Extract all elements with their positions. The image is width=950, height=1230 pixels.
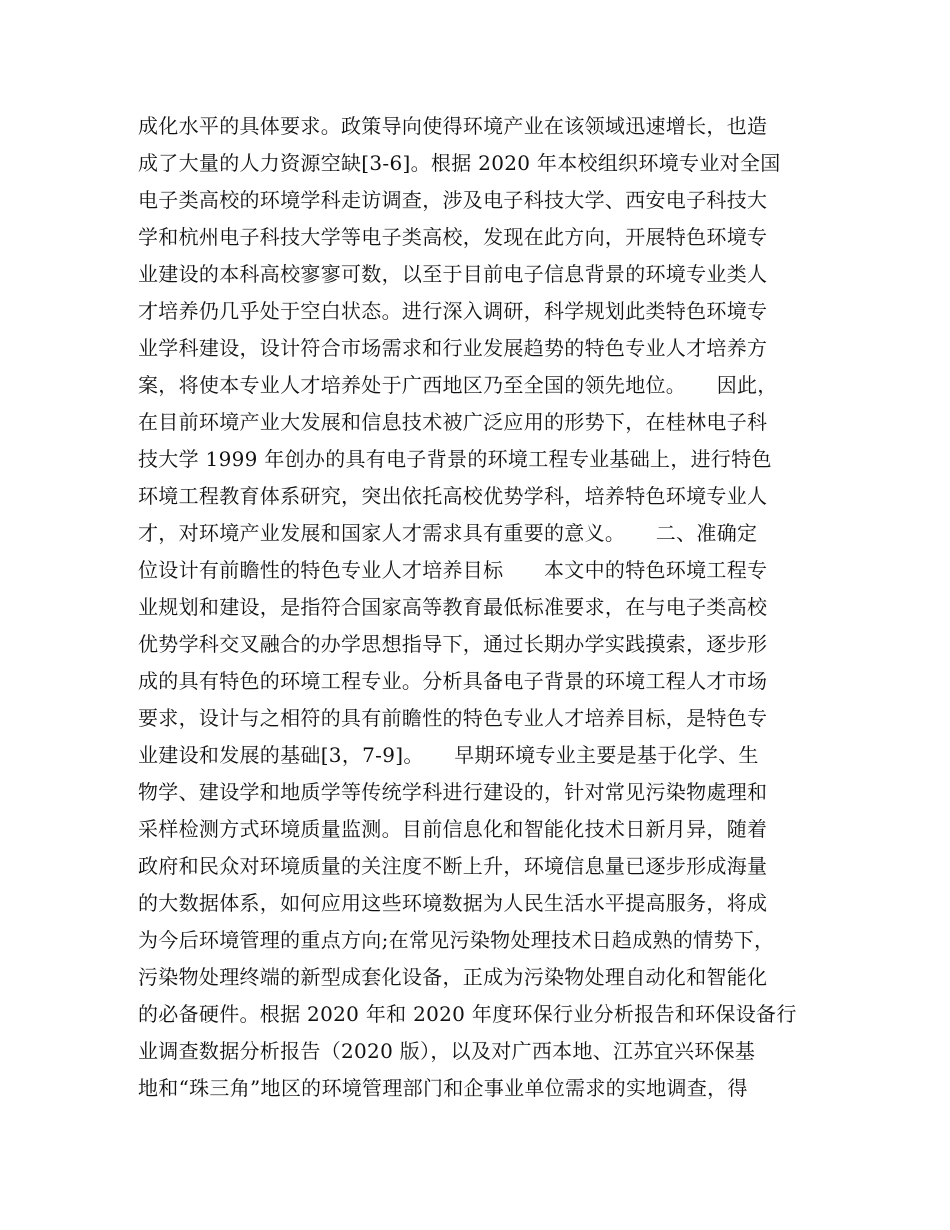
text-line: 成化水平的具体要求。政策导向使得环境产业在该领域迅速增长，也造 — [138, 114, 768, 138]
text-line: 为今后环境管理的重点方向;在常见污染物处理技术日趋成熟的情势下， — [138, 928, 775, 952]
text-line: 物学、建设学和地质学等传统学科进行建设的，针对常见污染物處理和 — [138, 780, 768, 804]
text-line: 要求，设计与之相符的具有前瞻性的特色专业人才培养目标，是特色专 — [138, 706, 768, 730]
text-line: 电子类高校的环境学科走访调查，涉及电子科技大学、西安电子科技大 — [138, 188, 768, 212]
text-line: 技大学 1999 年创办的具有电子背景的环境工程专业基础上，进行特色 — [138, 447, 772, 471]
text-line: 成了大量的人力资源空缺[3-6]。根据 2020 年本校组织环境专业对全国 — [138, 151, 781, 175]
text-line: 业学科建设，设计符合市场需求和行业发展趋势的特色专业人才培养方 — [138, 336, 768, 360]
text-line: 业建设的本科高校寥寥可数，以至于目前电子信息背景的环境专业类人 — [138, 262, 768, 286]
text-line: 污染物处理终端的新型成套化设备，正成为污染物处理自动化和智能化 — [138, 965, 768, 989]
text-line: 的必备硬件。根据 2020 年和 2020 年度环保行业分析报告和环保设备行 — [138, 1002, 797, 1026]
text-line: 位设计有前瞻性的特色专业人才培养目标 本文中的特色环境工程专 — [138, 558, 768, 582]
text-line: 地和“珠三角”地区的环境管理部门和企事业单位需求的实地调查，得 — [138, 1076, 748, 1100]
text-line: 才培养仍几乎处于空白状态。进行深入调研，科学规划此类特色环境专 — [138, 299, 768, 323]
text-line: 业规划和建设，是指符合国家高等教育最低标准要求，在与电子类高校 — [138, 595, 768, 619]
text-line: 采样检测方式环境质量监测。目前信息化和智能化技术日新月异，随着 — [138, 817, 768, 841]
text-line: 优势学科交叉融合的办学思想指导下，通过长期办学实践摸索，逐步形 — [138, 632, 768, 656]
text-line: 学和杭州电子科技大学等电子类高校，发现在此方向，开展特色环境专 — [138, 225, 768, 249]
text-line: 业建设和发展的基础[3，7-9]。 早期环境专业主要是基于化学、生 — [138, 743, 759, 767]
body-text — [138, 108, 838, 1107]
text-line: 政府和民众对环境质量的关注度不断上升，环境信息量已逐步形成海量 — [138, 854, 768, 878]
text-line: 业调查数据分析报告（2020 版），以及对广西本地、江苏宜兴环保基 — [138, 1039, 756, 1063]
text-line: 环境工程教育体系研究，突出依托高校优势学科，培养特色环境专业人 — [138, 484, 768, 508]
text-line: 在目前环境产业大发展和信息技术被广泛应用的形势下，在桂林电子科 — [138, 410, 768, 434]
text-line: 的大数据体系，如何应用这些环境数据为人民生活水平提高服务，将成 — [138, 891, 768, 915]
text-line: 成的具有特色的环境工程专业。分析具备电子背景的环境工程人才市场 — [138, 669, 768, 693]
text-line: 案，将使本专业人才培养处于广西地区乃至全国的领先地位。 因此， — [138, 373, 778, 397]
text-line: 才，对环境产业发展和国家人才需求具有重要的意义。 二、准确定 — [138, 521, 758, 545]
